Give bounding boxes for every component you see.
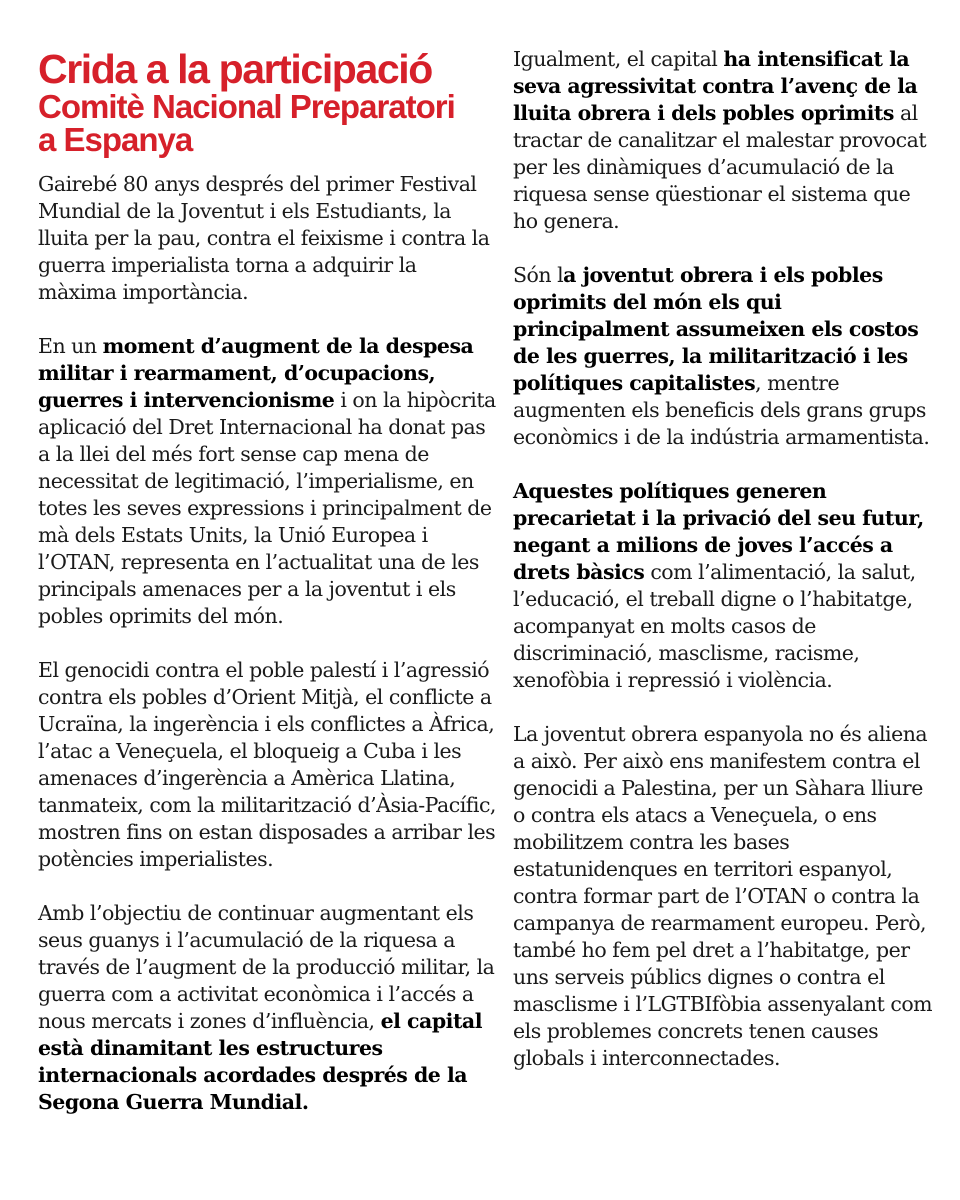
- right-paragraph-1: [513, 46, 933, 235]
- left-paragraph-4-body: Amb l’objectiu de continuar augmentant els seus guanys i l’acumulació de la riquesa a través de l’augment de la producció militar, la guerra com a activitat econòmica i l’accés a nous mercats i zones d’influència,: [38, 901, 495, 1033]
- left-column: [38, 0, 500, 1143]
- right-paragraph-2-highlight: a joventut obrera i els pobles oprimits del món els qui principalment assumeixen els costos de les guerres, la militarització i les polítiques capitalistes: [513, 263, 919, 395]
- right-paragraph-3: [513, 478, 933, 694]
- right-paragraph-1-highlight: ha intensificat la seva agressivitat contra l’avenç de la lluita obrera i dels pobles oprimits: [513, 47, 918, 125]
- right-paragraph-4: La joventut obrera espanyola no és aliena a això. Per això ens manifestem contra el genocidi a Palestina, per un Sàhara lliure o contra els atacs a Veneçuela, o ens mobilitzem contra les bases estatunidenques en territori espanyol, contra formar part de l’OTAN o contra la campanya de rearmament europeu. Però, també ho fem pel dret a l’habitatge, per uns serveis públics dignes o contra el masclisme i l’LGTBIfòbia assenyalant com els problemes concrets tenen causes globals i interconnectades.: [513, 722, 933, 1070]
- right-paragraph-3-highlight: Aquestes polítiques generen precarietat i la privació del seu futur, negant a milions de joves l’accés a drets bàsics: [513, 479, 924, 584]
- left-paragraph-2-intro: En un: [38, 334, 103, 358]
- right-paragraph-2: [513, 262, 933, 451]
- page-subtitle: [38, 90, 500, 156]
- right-paragraph-2-intro: Són l: [513, 263, 564, 287]
- right-paragraph-3-body: com l’alimentació, la salut, l’educació, el treball digne o l’habitatge, acompanyat en molts casos de discriminació, masclisme, racisme, xenofòbia i repressió i violència.: [513, 560, 916, 692]
- subtitle-line-1: Comitè Nacional Preparatori: [38, 88, 455, 125]
- left-paragraph-2-body: i on la hipòcrita aplicació del Dret Internacional ha donat pas a la llei del més fort sense cap mena de necessitat de legitimació, l’imperialisme, en totes les seves expressions i principalment de mà dels Estats Units, la Unió Europea i l’OTAN, representa en l’actualitat una de les principals amenaces per a la joventut i els pobles oprimits del món.: [38, 388, 496, 628]
- right-paragraph-2-body: , mentre augmenten els beneficis dels grans grups econòmics i de la indústria armamentista.: [513, 371, 930, 449]
- left-paragraph-2-highlight: moment d’augment de la despesa militar i rearmament, d’ocupacions, guerres i intervencionisme: [38, 334, 474, 412]
- subtitle-line-2: a Espanya: [38, 121, 193, 158]
- left-paragraph-3: El genocidi contra el poble palestí i l’agressió contra els pobles d’Orient Mitjà, el conflicte a Ucraïna, la ingerència i els conflictes a Àfrica, l’atac a Veneçuela, el bloqueig a Cuba i les amenaces d’ingerència a Amèrica Llatina, tanmateix, com la militarització d’Àsia-Pacífic, mostren fins on estan disposades a arribar les potències imperialistes.: [38, 658, 496, 871]
- left-paragraph-2: [38, 333, 500, 630]
- right-paragraph-1-intro: Igualment, el capital: [513, 47, 724, 71]
- left-paragraph-4-highlight: el capital està dinamitant les estructures internacionals acordades després de la Segona Guerra Mundial.: [38, 1009, 482, 1114]
- right-paragraph-1-body: al tractar de canalitzar el malestar provocat per les dinàmiques d’acumulació de la riquesa sense qüestionar el sistema que ho genera.: [513, 101, 927, 233]
- left-paragraph-4: [38, 900, 500, 1116]
- left-paragraph-1: Gairebé 80 anys després del primer Festival Mundial de la Joventut i els Estudiants, la lluita per la pau, contra el feixisme i contra la guerra imperialista torna a adquirir la màxima importància.: [38, 172, 490, 304]
- right-column: [513, 0, 933, 1099]
- page-title: Crida a la participació: [38, 46, 432, 92]
